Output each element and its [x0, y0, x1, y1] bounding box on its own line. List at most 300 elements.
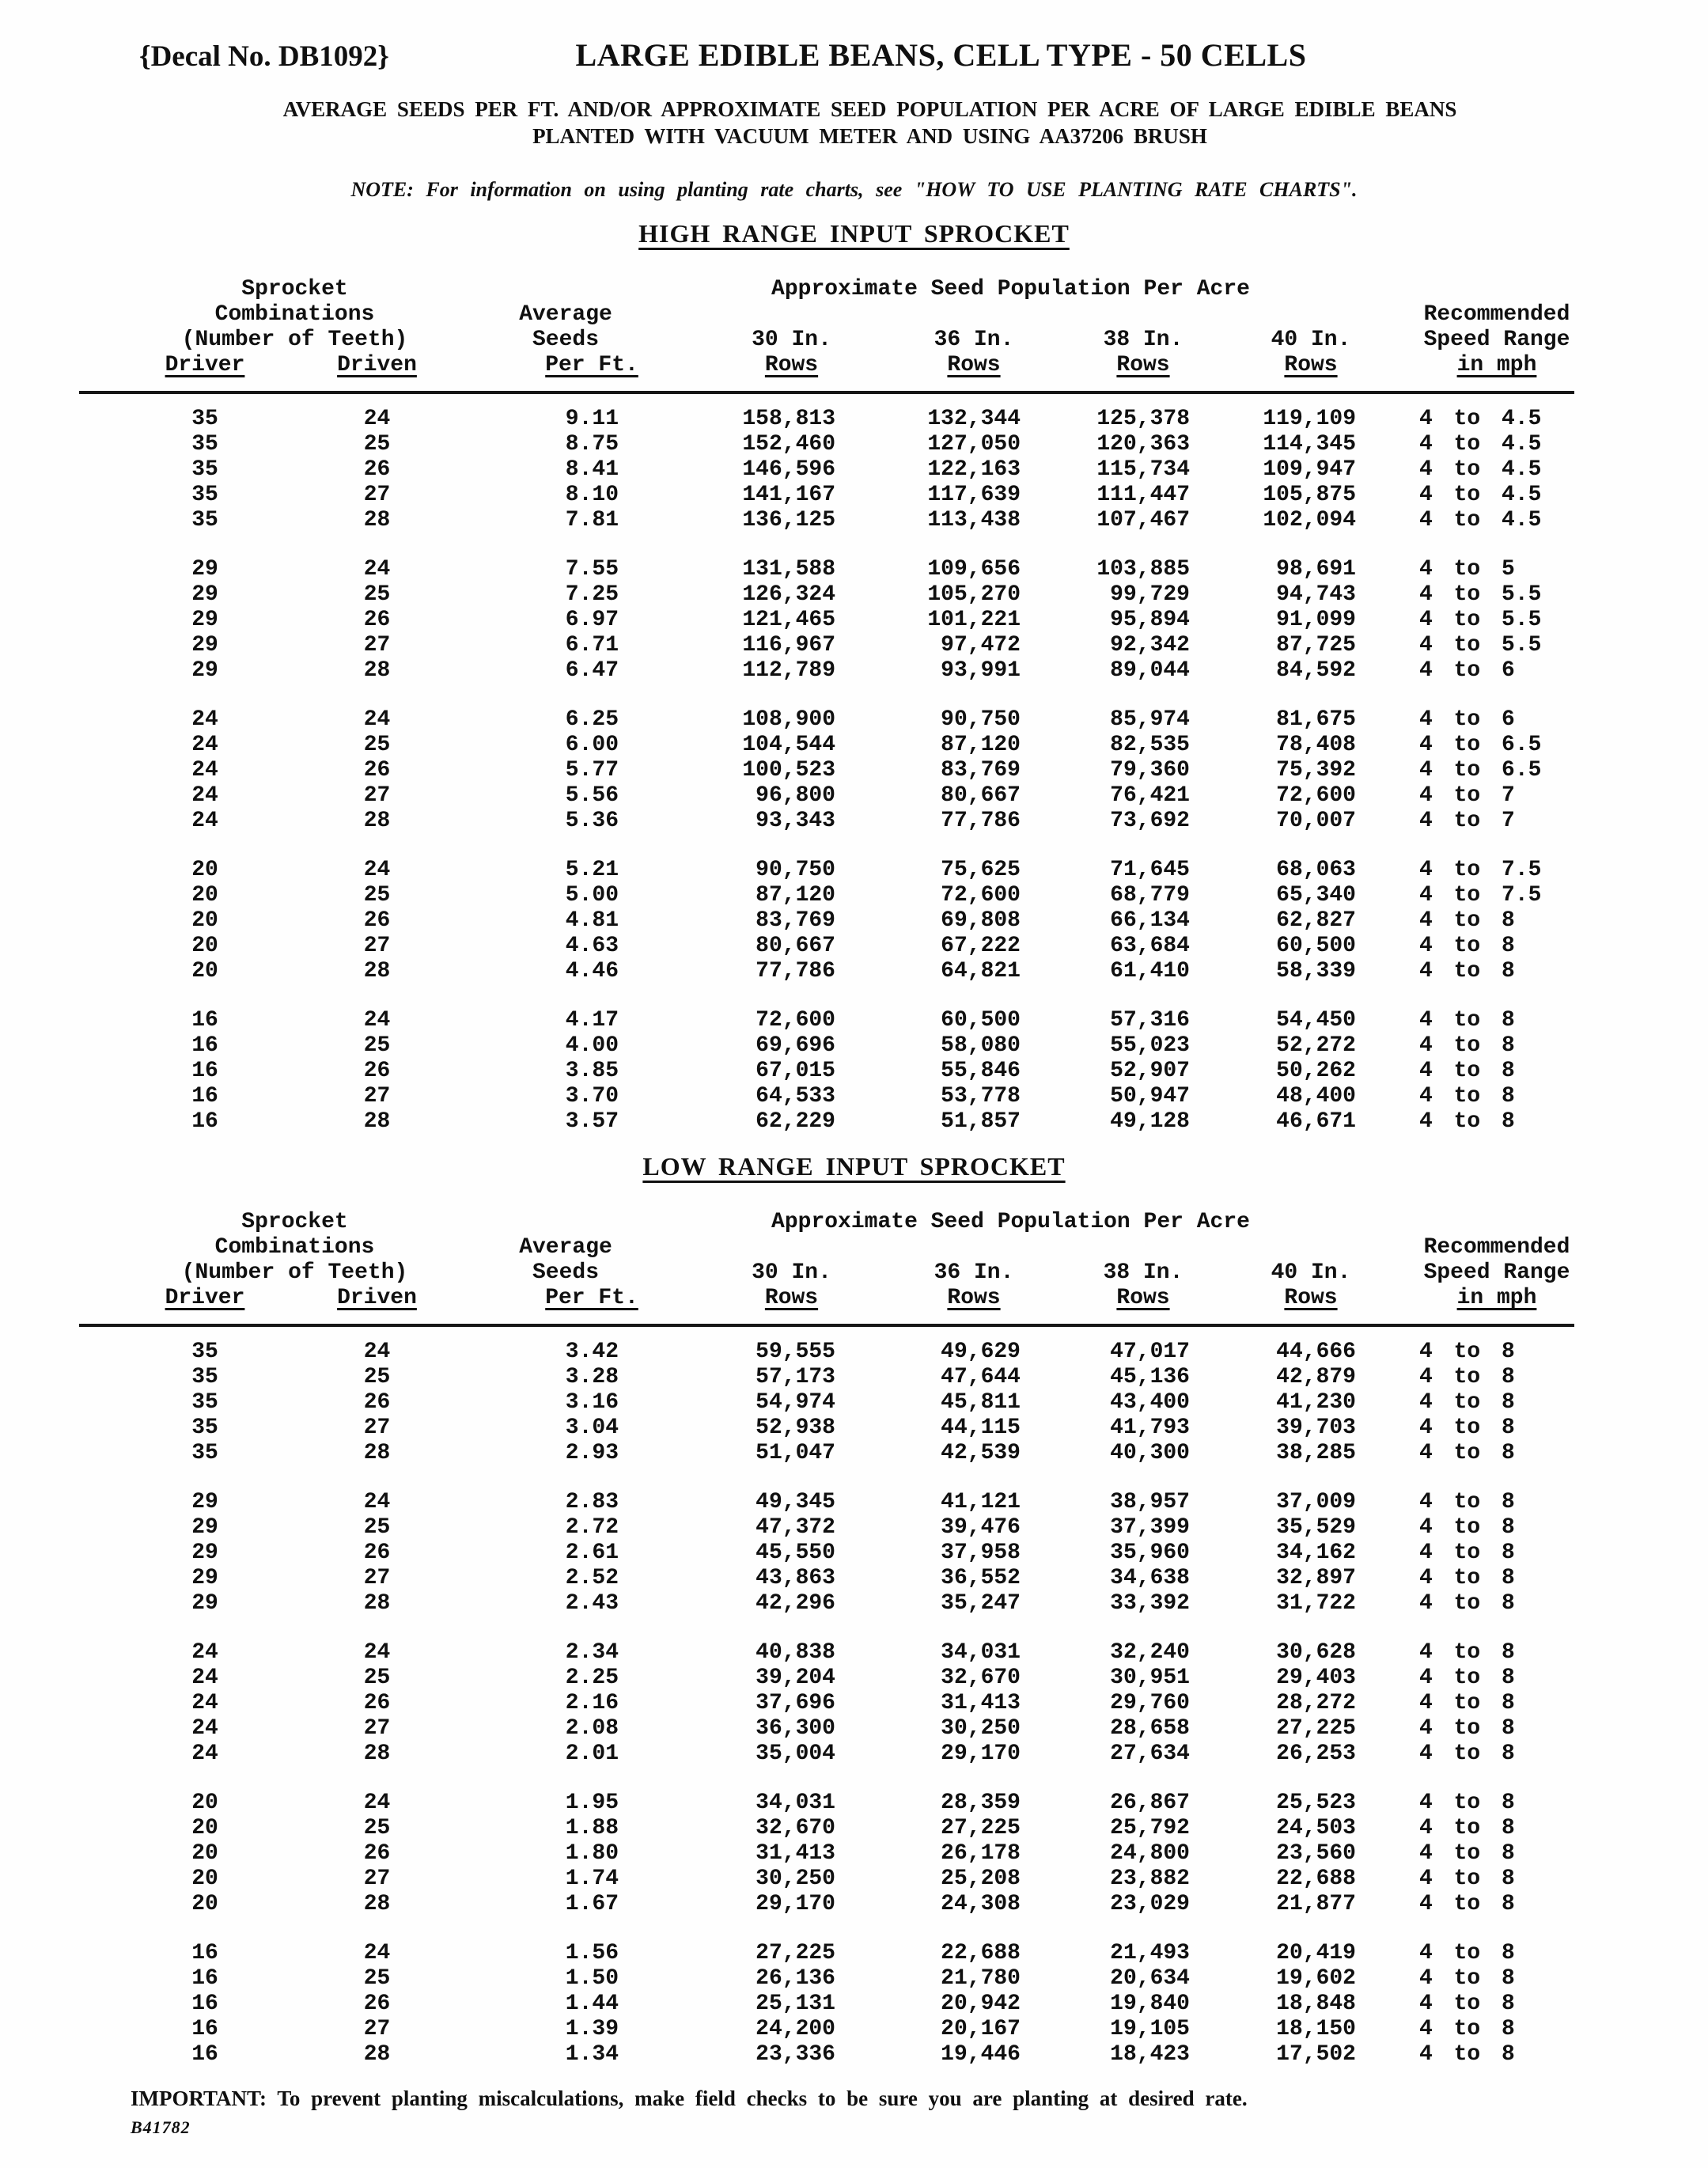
cell-rows-38in: 68,779	[1110, 883, 1190, 908]
cell-speed-range: 4 to 5.5	[1419, 582, 1542, 607]
header-per-ft: Per Ft.	[545, 353, 638, 377]
cell-rows-36in: 55,846	[941, 1059, 1021, 1083]
cell-rows-30in: 80,667	[756, 934, 835, 958]
cell-driver: 35	[191, 407, 218, 431]
cell-rows-40in: 41,230	[1276, 1390, 1356, 1415]
cell-speed-range: 4 to 7.5	[1419, 858, 1542, 882]
cell-seeds-per-ft: 3.16	[565, 1390, 619, 1415]
table-row	[79, 1340, 1574, 1365]
table-row	[79, 658, 1574, 684]
cell-rows-38in: 107,467	[1096, 508, 1190, 533]
table-row	[79, 1566, 1574, 1591]
cell-rows-30in: 24,200	[756, 2017, 835, 2041]
cell-rows-40in: 38,285	[1276, 1441, 1356, 1465]
cell-rows-36in: 122,163	[927, 457, 1021, 482]
cell-rows-38in: 120,363	[1096, 432, 1190, 457]
cell-seeds-per-ft: 2.43	[565, 1591, 619, 1616]
cell-driven: 24	[363, 557, 391, 582]
cell-seeds-per-ft: 2.72	[565, 1515, 619, 1540]
cell-rows-30in: 39,204	[756, 1666, 835, 1690]
cell-rows-38in: 55,023	[1110, 1033, 1190, 1058]
cell-rows-30in: 26,136	[756, 1966, 835, 1991]
cell-rows-38in: 63,684	[1110, 934, 1190, 958]
cell-rows-40in: 114,345	[1263, 432, 1356, 457]
table-row	[79, 557, 1574, 582]
cell-rows-36in: 83,769	[941, 758, 1021, 783]
cell-driven: 26	[363, 908, 391, 933]
cell-speed-range: 4 to 5.5	[1419, 633, 1542, 658]
cell-rows-40in: 32,897	[1276, 1566, 1356, 1590]
cell-driver: 29	[191, 633, 218, 658]
note-line: NOTE: For information on using planting rate charts, see "HOW TO USE PLANTING RATE CHARTS".	[350, 178, 1358, 201]
header-36in: 36 In.	[934, 1260, 1014, 1285]
cell-speed-range: 4 to 8	[1419, 1490, 1515, 1514]
cell-rows-40in: 30,628	[1276, 1640, 1356, 1665]
cell-driven: 24	[363, 858, 391, 882]
cell-rows-30in: 62,229	[756, 1109, 835, 1134]
cell-driven: 26	[363, 1841, 391, 1866]
table-row	[79, 1109, 1574, 1135]
cell-driven: 26	[363, 1059, 391, 1083]
cell-rows-36in: 132,344	[927, 407, 1021, 431]
cell-speed-range: 4 to 7.5	[1419, 883, 1542, 908]
cell-rows-36in: 41,121	[941, 1490, 1021, 1514]
header-in-mph: in mph	[1456, 353, 1537, 377]
header-rows-36in: Rows	[947, 353, 1001, 377]
cell-rows-38in: 26,867	[1110, 1791, 1190, 1815]
cell-speed-range: 4 to 8	[1419, 1084, 1515, 1109]
cell-rows-36in: 19,446	[941, 2042, 1021, 2067]
cell-rows-30in: 67,015	[756, 1059, 835, 1083]
cell-rows-38in: 29,760	[1110, 1691, 1190, 1715]
table-row	[79, 1816, 1574, 1841]
cell-driver: 29	[191, 557, 218, 582]
cell-driver: 24	[191, 809, 218, 833]
cell-rows-30in: 152,460	[742, 432, 835, 457]
cell-rows-30in: 45,550	[756, 1541, 835, 1565]
cell-rows-38in: 45,136	[1110, 1365, 1190, 1389]
cell-seeds-per-ft: 1.80	[565, 1841, 619, 1866]
cell-driver: 35	[191, 432, 218, 457]
cell-rows-36in: 80,667	[941, 783, 1021, 808]
cell-seeds-per-ft: 2.34	[565, 1640, 619, 1665]
cell-rows-40in: 98,691	[1276, 557, 1356, 582]
cell-speed-range: 4 to 8	[1419, 1867, 1515, 1891]
header-driven: Driven	[337, 353, 417, 377]
header-38in: 38 In.	[1103, 328, 1183, 352]
cell-rows-38in: 38,957	[1110, 1490, 1190, 1514]
cell-driven: 25	[363, 733, 391, 757]
table-row	[79, 1867, 1574, 1892]
cell-rows-30in: 32,670	[756, 1816, 835, 1840]
cell-rows-40in: 81,675	[1276, 707, 1356, 732]
cell-rows-40in: 78,408	[1276, 733, 1356, 757]
cell-rows-38in: 20,634	[1110, 1966, 1190, 1991]
cell-rows-40in: 54,450	[1276, 1008, 1356, 1033]
cell-speed-range: 4 to 8	[1419, 1515, 1515, 1540]
cell-driver: 16	[191, 1084, 218, 1109]
table-row	[79, 1033, 1574, 1059]
cell-rows-40in: 119,109	[1263, 407, 1356, 431]
table-body	[79, 394, 1574, 1135]
cell-driven: 28	[363, 1892, 391, 1916]
row-group-3	[79, 1640, 1574, 1767]
cell-rows-36in: 64,821	[941, 959, 1021, 984]
cell-rows-30in: 30,250	[756, 1867, 835, 1891]
header-driven: Driven	[337, 1286, 417, 1310]
cell-rows-30in: 29,170	[756, 1892, 835, 1916]
cell-rows-38in: 47,017	[1110, 1340, 1190, 1364]
high-range-section	[0, 219, 1708, 1135]
cell-rows-40in: 94,743	[1276, 582, 1356, 607]
cell-speed-range: 4 to 5.5	[1419, 608, 1542, 632]
cell-rows-36in: 47,644	[941, 1365, 1021, 1389]
cell-speed-range: 4 to 8	[1419, 1841, 1515, 1866]
cell-rows-38in: 115,734	[1096, 457, 1190, 482]
cell-rows-30in: 104,544	[742, 733, 835, 757]
table-row	[79, 1390, 1574, 1416]
cell-rows-40in: 20,419	[1276, 1941, 1356, 1965]
cell-rows-30in: 146,596	[742, 457, 835, 482]
row-group-5	[79, 1941, 1574, 2068]
cell-rows-30in: 158,813	[742, 407, 835, 431]
cell-rows-40in: 52,272	[1276, 1033, 1356, 1058]
row-group-4	[79, 1791, 1574, 1917]
cell-rows-40in: 109,947	[1263, 457, 1356, 482]
table-row	[79, 1640, 1574, 1666]
cell-speed-range: 4 to 5	[1419, 557, 1515, 582]
cell-driver: 16	[191, 1992, 218, 2016]
cell-rows-30in: 96,800	[756, 783, 835, 808]
cell-driven: 27	[363, 1566, 391, 1590]
cell-driver: 29	[191, 1515, 218, 1540]
cell-rows-30in: 47,372	[756, 1515, 835, 1540]
cell-driven: 26	[363, 1992, 391, 2016]
cell-rows-38in: 52,907	[1110, 1059, 1190, 1083]
cell-driven: 26	[363, 608, 391, 632]
cell-speed-range: 4 to 4.5	[1419, 483, 1542, 507]
cell-rows-38in: 49,128	[1110, 1109, 1190, 1134]
important-text: To prevent planting miscalculations, make field checks to be sure you are planting at desired rate.	[277, 2087, 1248, 2110]
table-row	[79, 1441, 1574, 1466]
cell-rows-36in: 93,991	[941, 658, 1021, 683]
cell-speed-range: 4 to 4.5	[1419, 457, 1542, 482]
cell-rows-38in: 57,316	[1110, 1008, 1190, 1033]
subtitle-line-1: AVERAGE SEEDS PER FT. AND/OR APPROXIMATE SEED POPULATION PER ACRE OF LARGE EDIBLE BEANS	[282, 97, 1457, 121]
table-row	[79, 809, 1574, 834]
cell-rows-40in: 22,688	[1276, 1867, 1356, 1891]
table-row	[79, 1084, 1574, 1109]
cell-driver: 35	[191, 1365, 218, 1389]
cell-rows-30in: 23,336	[756, 2042, 835, 2067]
cell-rows-38in: 32,240	[1110, 1640, 1190, 1665]
cell-seeds-per-ft: 3.85	[565, 1059, 619, 1083]
cell-seeds-per-ft: 7.25	[565, 582, 619, 607]
cell-rows-38in: 73,692	[1110, 809, 1190, 833]
cell-speed-range: 4 to 8	[1419, 1591, 1515, 1616]
cell-rows-36in: 44,115	[941, 1416, 1021, 1440]
cell-rows-36in: 51,857	[941, 1109, 1021, 1134]
table-row	[79, 1716, 1574, 1742]
table-row	[79, 959, 1574, 984]
cell-rows-38in: 41,793	[1110, 1416, 1190, 1440]
header-rows-40in: Rows	[1284, 1286, 1338, 1310]
cell-driven: 25	[363, 883, 391, 908]
header-speed-range: Speed Range	[1423, 328, 1570, 352]
cell-driver: 29	[191, 1591, 218, 1616]
cell-driven: 28	[363, 1109, 391, 1134]
cell-seeds-per-ft: 3.57	[565, 1109, 619, 1134]
cell-driven: 25	[363, 1033, 391, 1058]
header-30in: 30 In.	[752, 328, 831, 352]
cell-driver: 29	[191, 1566, 218, 1590]
cell-driver: 24	[191, 733, 218, 757]
table-row	[79, 1416, 1574, 1441]
table-row	[79, 934, 1574, 959]
cell-driver: 20	[191, 1816, 218, 1840]
cell-driver: 35	[191, 508, 218, 533]
cell-seeds-per-ft: 2.08	[565, 1716, 619, 1741]
cell-rows-40in: 26,253	[1276, 1742, 1356, 1766]
cell-driver: 24	[191, 783, 218, 808]
cell-rows-36in: 35,247	[941, 1591, 1021, 1616]
cell-rows-40in: 62,827	[1276, 908, 1356, 933]
header-rows-40in: Rows	[1284, 353, 1338, 377]
table-row	[79, 608, 1574, 633]
cell-speed-range: 4 to 8	[1419, 959, 1515, 984]
cell-seeds-per-ft: 2.01	[565, 1742, 619, 1766]
cell-rows-40in: 44,666	[1276, 1340, 1356, 1364]
cell-rows-36in: 25,208	[941, 1867, 1021, 1891]
cell-rows-36in: 90,750	[941, 707, 1021, 732]
cell-rows-30in: 121,465	[742, 608, 835, 632]
cell-rows-36in: 42,539	[941, 1441, 1021, 1465]
row-group-2	[79, 1490, 1574, 1617]
cell-rows-40in: 31,722	[1276, 1591, 1356, 1616]
cell-rows-38in: 28,658	[1110, 1716, 1190, 1741]
table-row	[79, 1365, 1574, 1390]
cell-driver: 20	[191, 1791, 218, 1815]
cell-rows-36in: 45,811	[941, 1390, 1021, 1415]
cell-driven: 28	[363, 658, 391, 683]
cell-driver: 24	[191, 1640, 218, 1665]
high-range-heading: HIGH RANGE INPUT SPROCKET	[638, 219, 1070, 248]
cell-speed-range: 4 to 8	[1419, 1566, 1515, 1590]
header-population-title: Approximate Seed Population Per Acre	[771, 1210, 1250, 1234]
cell-rows-36in: 101,221	[927, 608, 1021, 632]
cell-speed-range: 4 to 8	[1419, 1966, 1515, 1991]
cell-rows-40in: 24,503	[1276, 1816, 1356, 1840]
cell-rows-30in: 77,786	[756, 959, 835, 984]
cell-seeds-per-ft: 7.55	[565, 557, 619, 582]
header-combinations: Combinations	[214, 1235, 375, 1260]
cell-driven: 25	[363, 582, 391, 607]
cell-speed-range: 4 to 8	[1419, 1541, 1515, 1565]
cell-driven: 26	[363, 1390, 391, 1415]
cell-rows-36in: 105,270	[927, 582, 1021, 607]
header-combinations: Combinations	[214, 302, 375, 327]
cell-speed-range: 4 to 8	[1419, 1109, 1515, 1134]
cell-seeds-per-ft: 5.56	[565, 783, 619, 808]
cell-driven: 25	[363, 1365, 391, 1389]
cell-driven: 27	[363, 1867, 391, 1891]
header-recommended: Recommended	[1423, 1235, 1570, 1260]
cell-rows-30in: 34,031	[756, 1791, 835, 1815]
cell-seeds-per-ft: 6.97	[565, 608, 619, 632]
cell-speed-range: 4 to 8	[1419, 2042, 1515, 2067]
cell-speed-range: 4 to 6	[1419, 707, 1515, 732]
cell-speed-range: 4 to 8	[1419, 1941, 1515, 1965]
cell-driven: 24	[363, 1490, 391, 1514]
cell-rows-30in: 31,413	[756, 1841, 835, 1866]
table-row	[79, 1490, 1574, 1515]
cell-speed-range: 4 to 8	[1419, 1716, 1515, 1741]
table-row	[79, 1059, 1574, 1084]
table-row	[79, 407, 1574, 432]
cell-driven: 28	[363, 508, 391, 533]
table-row	[79, 633, 1574, 658]
cell-seeds-per-ft: 2.52	[565, 1566, 619, 1590]
row-group-3	[79, 707, 1574, 834]
cell-rows-38in: 92,342	[1110, 633, 1190, 658]
cell-speed-range: 4 to 8	[1419, 1666, 1515, 1690]
cell-driver: 20	[191, 959, 218, 984]
cell-rows-36in: 34,031	[941, 1640, 1021, 1665]
cell-rows-40in: 19,602	[1276, 1966, 1356, 1991]
cell-driver: 16	[191, 2017, 218, 2041]
cell-rows-40in: 39,703	[1276, 1416, 1356, 1440]
cell-rows-36in: 75,625	[941, 858, 1021, 882]
header-recommended: Recommended	[1423, 302, 1570, 327]
cell-rows-40in: 42,879	[1276, 1365, 1356, 1389]
header-population-title: Approximate Seed Population Per Acre	[771, 277, 1250, 301]
cell-rows-40in: 91,099	[1276, 608, 1356, 632]
header-rows-38in: Rows	[1116, 1286, 1170, 1310]
table-row	[79, 1742, 1574, 1767]
cell-rows-30in: 131,588	[742, 557, 835, 582]
cell-rows-40in: 105,875	[1263, 483, 1356, 507]
cell-driver: 20	[191, 934, 218, 958]
cell-rows-36in: 37,958	[941, 1541, 1021, 1565]
cell-rows-36in: 77,786	[941, 809, 1021, 833]
cell-seeds-per-ft: 4.17	[565, 1008, 619, 1033]
header-rows-30in: Rows	[764, 1286, 819, 1310]
cell-rows-38in: 25,792	[1110, 1816, 1190, 1840]
table-row	[79, 1966, 1574, 1992]
table-header	[79, 277, 1574, 394]
header-per-ft: Per Ft.	[545, 1286, 638, 1310]
header-rows-38in: Rows	[1116, 353, 1170, 377]
cell-seeds-per-ft: 1.95	[565, 1791, 619, 1815]
cell-rows-36in: 87,120	[941, 733, 1021, 757]
cell-driven: 27	[363, 1416, 391, 1440]
table-body	[79, 1327, 1574, 2068]
cell-rows-36in: 117,639	[927, 483, 1021, 507]
cell-rows-38in: 50,947	[1110, 1084, 1190, 1109]
table-row	[79, 483, 1574, 508]
header-seeds: Seeds	[532, 328, 599, 352]
cell-rows-38in: 71,645	[1110, 858, 1190, 882]
cell-driver: 16	[191, 1109, 218, 1134]
header-sprocket: Sprocket	[241, 1210, 348, 1234]
cell-driven: 25	[363, 1966, 391, 1991]
subtitle	[0, 96, 1708, 150]
cell-rows-30in: 126,324	[742, 582, 835, 607]
cell-driven: 26	[363, 1541, 391, 1565]
table-row	[79, 1992, 1574, 2017]
cell-rows-30in: 93,343	[756, 809, 835, 833]
cell-driver: 24	[191, 707, 218, 732]
table-row	[79, 1892, 1574, 1917]
cell-rows-40in: 70,007	[1276, 809, 1356, 833]
cell-rows-40in: 37,009	[1276, 1490, 1356, 1514]
cell-rows-36in: 21,780	[941, 1966, 1021, 1991]
cell-driver: 35	[191, 1441, 218, 1465]
cell-seeds-per-ft: 6.47	[565, 658, 619, 683]
cell-rows-40in: 60,500	[1276, 934, 1356, 958]
cell-rows-30in: 112,789	[742, 658, 835, 683]
cell-driver: 16	[191, 1033, 218, 1058]
cell-rows-40in: 50,262	[1276, 1059, 1356, 1083]
cell-speed-range: 4 to 8	[1419, 1441, 1515, 1465]
cell-seeds-per-ft: 1.44	[565, 1992, 619, 2016]
cell-rows-36in: 39,476	[941, 1515, 1021, 1540]
cell-driver: 35	[191, 1340, 218, 1364]
cell-rows-38in: 125,378	[1096, 407, 1190, 431]
cell-rows-40in: 25,523	[1276, 1791, 1356, 1815]
cell-rows-36in: 109,656	[927, 557, 1021, 582]
cell-rows-38in: 34,638	[1110, 1566, 1190, 1590]
cell-speed-range: 4 to 8	[1419, 1691, 1515, 1715]
cell-rows-36in: 67,222	[941, 934, 1021, 958]
cell-driven: 24	[363, 407, 391, 431]
cell-driver: 20	[191, 1892, 218, 1916]
cell-rows-38in: 35,960	[1110, 1541, 1190, 1565]
table-row	[79, 707, 1574, 733]
cell-seeds-per-ft: 4.81	[565, 908, 619, 933]
cell-rows-36in: 31,413	[941, 1691, 1021, 1715]
document-header	[0, 36, 1708, 74]
cell-seeds-per-ft: 4.46	[565, 959, 619, 984]
low-range-section	[0, 1152, 1708, 2068]
subtitle-line-2: PLANTED WITH VACUUM METER AND USING AA37206 BRUSH	[532, 124, 1207, 148]
cell-driven: 24	[363, 1640, 391, 1665]
cell-rows-40in: 87,725	[1276, 633, 1356, 658]
cell-seeds-per-ft: 2.93	[565, 1441, 619, 1465]
cell-seeds-per-ft: 2.16	[565, 1691, 619, 1715]
cell-rows-40in: 21,877	[1276, 1892, 1356, 1916]
cell-driven: 24	[363, 1008, 391, 1033]
row-group-4	[79, 858, 1574, 984]
cell-rows-30in: 136,125	[742, 508, 835, 533]
cell-rows-38in: 85,974	[1110, 707, 1190, 732]
table-row	[79, 858, 1574, 883]
header-average: Average	[519, 1235, 612, 1260]
cell-rows-38in: 24,800	[1110, 1841, 1190, 1866]
cell-rows-38in: 19,840	[1110, 1992, 1190, 2016]
cell-driver: 29	[191, 608, 218, 632]
header-driver: Driver	[165, 1286, 245, 1310]
cell-rows-40in: 46,671	[1276, 1109, 1356, 1134]
cell-seeds-per-ft: 1.39	[565, 2017, 619, 2041]
cell-seeds-per-ft: 4.63	[565, 934, 619, 958]
cell-driver: 24	[191, 1666, 218, 1690]
cell-driven: 27	[363, 783, 391, 808]
cell-seeds-per-ft: 1.34	[565, 2042, 619, 2067]
cell-seeds-per-ft: 2.83	[565, 1490, 619, 1514]
table-row	[79, 1515, 1574, 1541]
cell-rows-30in: 27,225	[756, 1941, 835, 1965]
